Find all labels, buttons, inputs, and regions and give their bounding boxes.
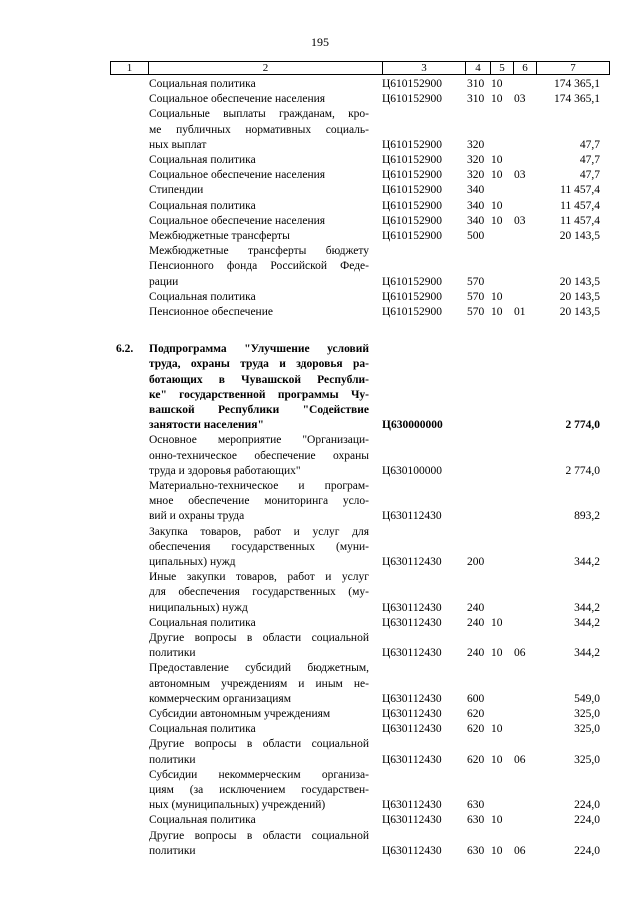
expense-type-code: 620 bbox=[467, 753, 485, 766]
row-description bbox=[149, 525, 369, 571]
target-article-code: Ц630112430 bbox=[382, 844, 442, 857]
amount: 11 457,4 bbox=[560, 199, 600, 212]
expense-type-code: 320 bbox=[467, 138, 485, 151]
row-description bbox=[149, 768, 369, 814]
amount: 224,0 bbox=[574, 844, 600, 857]
table-row bbox=[0, 229, 640, 244]
target-article-code: Ц630112430 bbox=[382, 814, 442, 827]
description-line: Другие вопросы в области социальной bbox=[149, 738, 369, 751]
description-line: Межбюджетные трансферты бюджету bbox=[149, 245, 369, 258]
description-line: рации bbox=[149, 275, 179, 288]
amount: 893,2 bbox=[574, 510, 600, 523]
amount: 20 143,5 bbox=[559, 275, 600, 288]
row-description bbox=[149, 631, 369, 661]
target-article-code: Ц610152900 bbox=[382, 275, 443, 288]
section-number: 6.2. bbox=[116, 343, 134, 356]
expense-type-code: 630 bbox=[467, 799, 485, 812]
expense-type-code: 340 bbox=[467, 214, 485, 227]
row-description bbox=[149, 214, 369, 229]
table-row bbox=[0, 433, 640, 479]
amount: 47,7 bbox=[579, 169, 600, 182]
row-description bbox=[149, 183, 369, 198]
header-col-3: 3 bbox=[383, 62, 466, 74]
section-code: 10 bbox=[491, 154, 503, 166]
row-description bbox=[149, 342, 369, 433]
description-line: Иные закупки товаров, работ и услуг bbox=[149, 571, 369, 584]
description-line: Подпрограмма "Улучшение условий bbox=[149, 343, 369, 356]
table-row bbox=[0, 829, 640, 859]
section-code: 10 bbox=[491, 723, 503, 736]
expense-type-code: 570 bbox=[467, 290, 485, 303]
row-description bbox=[149, 92, 369, 107]
target-article-code: Ц610152900 bbox=[382, 138, 443, 151]
description-line: циям (за исключением государствен- bbox=[149, 784, 369, 796]
description-line: обеспечения государственных (муни- bbox=[149, 540, 369, 553]
amount: 20 143,5 bbox=[559, 290, 600, 303]
description-line: автономным учреждениям и иным не- bbox=[149, 677, 369, 690]
description-line: ниципальных) нужд bbox=[149, 601, 248, 614]
description-line: Пенсионного фонда Российской Феде- bbox=[149, 260, 369, 273]
expense-type-code: 310 bbox=[467, 78, 485, 90]
table-row bbox=[0, 570, 640, 616]
description-line: Социальная политика bbox=[149, 199, 256, 212]
description-line: ме публичных нормативных социаль- bbox=[149, 123, 369, 136]
target-article-code: Ц630112430 bbox=[382, 692, 442, 705]
subsection-code: 06 bbox=[514, 844, 526, 857]
expense-type-code: 630 bbox=[467, 844, 485, 857]
description-line: Материально-техническое и програм- bbox=[149, 480, 369, 492]
row-description bbox=[149, 813, 369, 828]
row-description bbox=[149, 661, 369, 707]
target-article-code: Ц610152900 bbox=[382, 169, 443, 182]
description-line: Межбюджетные трансферты bbox=[149, 230, 290, 242]
target-article-code: Ц630112430 bbox=[382, 753, 442, 766]
section-code: 10 bbox=[491, 753, 503, 766]
target-article-code: Ц630000000 bbox=[382, 419, 443, 432]
target-article-code: Ц630112430 bbox=[382, 647, 442, 660]
description-line: вий и охраны труда bbox=[149, 510, 245, 523]
amount: 224,0 bbox=[574, 814, 600, 827]
header-col-1: 1 bbox=[111, 62, 149, 74]
section-code: 10 bbox=[491, 93, 503, 106]
expense-type-code: 340 bbox=[467, 184, 485, 197]
subsection-code: 06 bbox=[514, 753, 526, 766]
description-line: мное обеспечение мониторинга усло- bbox=[149, 495, 369, 508]
amount: 20 143,5 bbox=[559, 230, 600, 242]
header-col-6: 6 bbox=[514, 62, 537, 74]
expense-type-code: 620 bbox=[467, 723, 485, 736]
description-line: ципальных) нужд bbox=[149, 556, 236, 568]
target-article-code: Ц630112430 bbox=[382, 799, 442, 812]
table-row bbox=[0, 77, 640, 92]
table-row bbox=[0, 707, 640, 722]
section-code: 10 bbox=[491, 844, 503, 857]
table-row bbox=[0, 722, 640, 737]
table-row bbox=[0, 244, 640, 290]
description-line: Социальная политика bbox=[149, 616, 256, 629]
table-row bbox=[0, 92, 640, 107]
expense-type-code: 320 bbox=[467, 169, 485, 182]
description-line: Другие вопросы в области социальной bbox=[149, 632, 369, 644]
target-article-code: Ц610152900 bbox=[382, 290, 443, 303]
section-code: 10 bbox=[491, 214, 503, 227]
expense-type-code: 600 bbox=[467, 692, 485, 705]
amount: 2 774,0 bbox=[565, 464, 600, 477]
description-line: труда и здоровья работающих" bbox=[149, 464, 301, 477]
target-article-code: Ц610152900 bbox=[382, 306, 443, 318]
description-line: онно-техническое обеспечение охраны bbox=[149, 449, 369, 462]
description-line: занятости населения" bbox=[149, 419, 264, 432]
amount: 325,0 bbox=[574, 708, 600, 720]
section-code: 10 bbox=[491, 199, 503, 212]
expense-type-code: 570 bbox=[467, 275, 485, 288]
table-row bbox=[0, 290, 640, 305]
header-col-4: 4 bbox=[466, 62, 491, 74]
amount: 174 365,1 bbox=[554, 78, 600, 90]
table-row bbox=[0, 342, 640, 433]
description-line: Социальная политика bbox=[149, 154, 256, 166]
section-code: 10 bbox=[491, 647, 503, 660]
section-code: 10 bbox=[491, 290, 503, 303]
row-description bbox=[149, 570, 369, 616]
description-line: Социальная политика bbox=[149, 78, 256, 90]
row-description bbox=[149, 737, 369, 767]
amount: 2 774,0 bbox=[565, 419, 600, 432]
row-description bbox=[149, 722, 369, 737]
table-row bbox=[0, 768, 640, 814]
section-code: 10 bbox=[491, 169, 503, 182]
description-line: политики bbox=[149, 753, 196, 766]
row-description bbox=[149, 153, 369, 168]
expense-type-code: 200 bbox=[467, 555, 485, 568]
table-row bbox=[0, 183, 640, 198]
target-article-code: Ц630112430 bbox=[382, 510, 442, 523]
amount: 47,7 bbox=[579, 138, 600, 151]
description-line: вашской Республики "Содействие bbox=[149, 404, 369, 416]
amount: 344,2 bbox=[574, 601, 600, 614]
description-line: Другие вопросы в области социальной bbox=[149, 829, 369, 842]
description-line: Основное мероприятие "Организаци- bbox=[149, 434, 369, 447]
description-line: Субсидии автономным учреждениям bbox=[149, 708, 331, 720]
description-line: Социальная политика bbox=[149, 723, 256, 736]
target-article-code: Ц630112430 bbox=[382, 723, 442, 736]
expense-type-code: 240 bbox=[467, 616, 485, 629]
table-header bbox=[110, 61, 610, 75]
page-number: 195 bbox=[311, 35, 329, 49]
description-line: Социальное обеспечение населения bbox=[149, 169, 326, 182]
section-code: 10 bbox=[491, 78, 503, 90]
subsection-code: 01 bbox=[514, 306, 526, 318]
description-line: ботающих в Чувашской Республи- bbox=[149, 373, 369, 386]
description-line: Социальное обеспечение населения bbox=[149, 93, 326, 106]
expense-type-code: 500 bbox=[467, 230, 485, 242]
row-description bbox=[149, 305, 369, 320]
section-code: 10 bbox=[491, 306, 503, 318]
subsection-code: 03 bbox=[514, 214, 526, 227]
description-line: Стипендии bbox=[149, 184, 204, 197]
description-line: Закупка товаров, работ и услуг для bbox=[149, 525, 369, 538]
expense-type-code: 310 bbox=[467, 93, 485, 106]
row-description bbox=[149, 707, 369, 722]
section-code: 10 bbox=[491, 814, 503, 827]
header-col-7: 7 bbox=[570, 62, 576, 74]
row-description bbox=[149, 168, 369, 183]
target-article-code: Ц610152900 bbox=[382, 78, 443, 90]
description-line: Социальная политика bbox=[149, 290, 256, 303]
row-description bbox=[149, 229, 369, 244]
section-code: 10 bbox=[491, 616, 503, 629]
row-description bbox=[149, 290, 369, 305]
row-description bbox=[149, 199, 369, 214]
target-article-code: Ц630112430 bbox=[382, 616, 442, 629]
amount: 47,7 bbox=[579, 154, 600, 166]
table-row bbox=[0, 214, 640, 229]
row-description bbox=[149, 77, 369, 92]
target-article-code: Ц610152900 bbox=[382, 154, 443, 166]
row-description bbox=[149, 244, 369, 290]
table-row bbox=[0, 153, 640, 168]
header-col-2: 2 bbox=[149, 62, 383, 74]
target-article-code: Ц610152900 bbox=[382, 199, 443, 212]
table-row bbox=[0, 305, 640, 320]
table-row bbox=[0, 661, 640, 707]
target-article-code: Ц610152900 bbox=[382, 93, 443, 106]
description-line: Социальное обеспечение населения bbox=[149, 214, 326, 227]
description-line: ных выплат bbox=[149, 138, 207, 151]
amount: 174 365,1 bbox=[554, 93, 600, 106]
row-description bbox=[149, 616, 369, 631]
subsection-code: 03 bbox=[514, 169, 526, 182]
amount: 224,0 bbox=[574, 799, 600, 812]
header-col-5: 5 bbox=[491, 62, 514, 74]
table-row bbox=[0, 479, 640, 525]
amount: 344,2 bbox=[574, 616, 600, 629]
row-description bbox=[149, 829, 369, 859]
row-description bbox=[149, 107, 369, 153]
table-row bbox=[0, 737, 640, 767]
amount: 20 143,5 bbox=[559, 306, 600, 318]
row-description bbox=[149, 479, 369, 525]
amount: 344,2 bbox=[574, 555, 600, 568]
description-line: ке" государственной программы Чу- bbox=[149, 388, 369, 401]
amount: 344,2 bbox=[574, 647, 600, 660]
description-line: Субсидии некоммерческим организа- bbox=[149, 768, 369, 781]
table-row bbox=[0, 631, 640, 661]
target-article-code: Ц610152900 bbox=[382, 184, 443, 197]
row-description bbox=[149, 433, 369, 479]
expense-type-code: 570 bbox=[467, 306, 485, 318]
description-line: Социальная политика bbox=[149, 814, 256, 827]
expense-type-code: 320 bbox=[467, 154, 485, 166]
description-line: ных (муниципальных) учреждений) bbox=[149, 799, 326, 812]
description-line: Предоставление субсидий бюджетным, bbox=[149, 662, 369, 675]
description-line: для обеспечения государственных (му- bbox=[149, 586, 369, 599]
table-row bbox=[0, 107, 640, 153]
description-line: политики bbox=[149, 647, 196, 660]
table-row bbox=[0, 525, 640, 571]
target-article-code: Ц630112430 bbox=[382, 555, 442, 568]
amount: 11 457,4 bbox=[560, 214, 600, 227]
expense-type-code: 240 bbox=[467, 647, 485, 660]
subsection-code: 06 bbox=[514, 647, 526, 660]
target-article-code: Ц630100000 bbox=[382, 464, 443, 477]
table-row bbox=[0, 168, 640, 183]
description-line: Пенсионное обеспечение bbox=[149, 306, 273, 318]
table-row bbox=[0, 813, 640, 828]
expense-type-code: 240 bbox=[467, 601, 485, 614]
table-row bbox=[0, 199, 640, 214]
description-line: Социальные выплаты гражданам, кро- bbox=[149, 108, 369, 121]
description-line: политики bbox=[149, 844, 196, 857]
table-row bbox=[0, 616, 640, 631]
amount: 549,0 bbox=[574, 692, 600, 705]
amount: 325,0 bbox=[574, 753, 600, 766]
expense-type-code: 340 bbox=[467, 199, 485, 212]
expense-type-code: 620 bbox=[467, 708, 485, 720]
target-article-code: Ц630112430 bbox=[382, 708, 442, 720]
description-line: труда, охраны труда и здоровья ра- bbox=[149, 358, 369, 371]
target-article-code: Ц610152900 bbox=[382, 230, 443, 242]
target-article-code: Ц630112430 bbox=[382, 601, 442, 614]
target-article-code: Ц610152900 bbox=[382, 214, 443, 227]
expense-type-code: 630 bbox=[467, 814, 485, 827]
amount: 11 457,4 bbox=[560, 184, 600, 197]
subsection-code: 03 bbox=[514, 93, 526, 106]
amount: 325,0 bbox=[574, 723, 600, 736]
description-line: коммерческим организациям bbox=[149, 692, 291, 705]
